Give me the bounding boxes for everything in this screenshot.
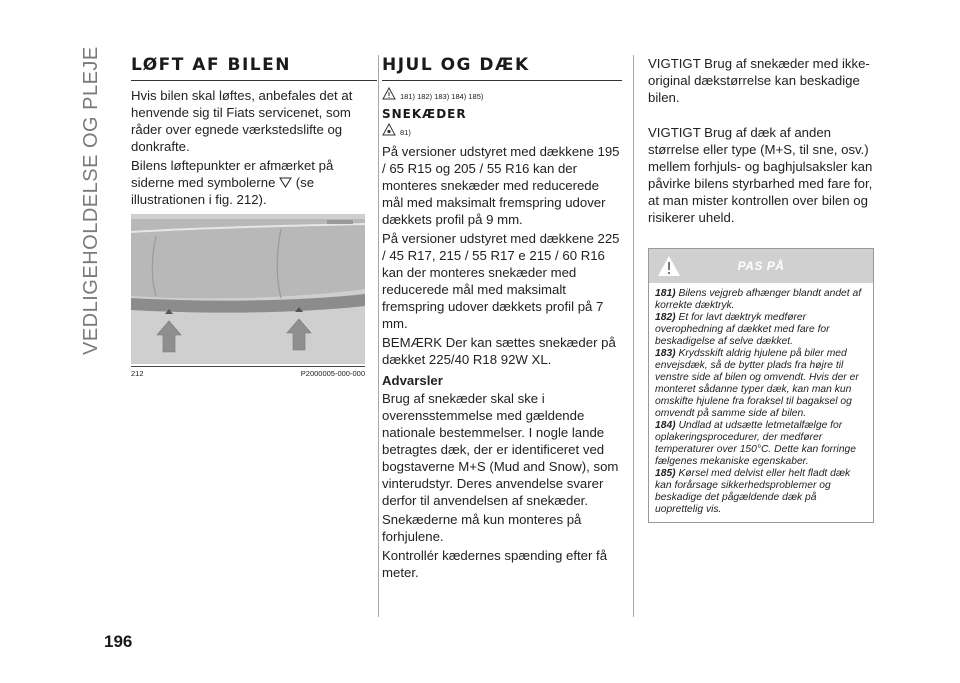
warning-ref: 181)	[655, 288, 679, 299]
section-heading-wheels: HJUL OG DÆK	[382, 55, 622, 81]
lift-para-1: Hvis bilen skal løftes, anbefales det at henvende sig til Fiats servicenet, som råder over egnede værkstedslifte og donkrafte.	[131, 88, 353, 154]
chains-para-4: Brug af snekæder skal ske i overensstemmelse med gældende nationale bestemmelser. I nogle lande betragtes dæk, der er identificeret ved bogstaverne M+S (Mud and Snow), som vinterudstyr. Deres anvendelse svarer derfor til anvendelsen af snekæder.	[382, 391, 619, 508]
warning-text: Et for lavt dæktryk medfører overophedning af dækket med fare for beskadigelse af selve dækket.	[655, 312, 830, 347]
warning-item	[655, 420, 867, 468]
warning-box-title: PAS PÅ	[737, 259, 785, 273]
figure-212	[131, 214, 365, 378]
snow-chains-ref: 81)	[382, 123, 622, 137]
warning-refs: 181) 182) 183) 184) 185)	[382, 87, 622, 101]
figure-caption	[131, 366, 365, 378]
warning-ref: 183)	[655, 348, 679, 359]
chains-para-3: BEMÆRK Der kan sættes snekæder på dækket 225/40 R18 92W XL.	[382, 335, 616, 367]
chains-para-5: Snekæderne må kun monteres på forhjulene.	[382, 512, 582, 544]
column-divider	[633, 55, 634, 617]
page-number: 196	[104, 632, 133, 651]
column-lift	[131, 55, 377, 378]
warning-box	[648, 248, 874, 523]
warning-box-body	[649, 283, 873, 522]
warning-item	[655, 468, 867, 516]
warning-ref: 182)	[655, 312, 679, 323]
warning-item	[655, 348, 867, 420]
lift-text	[131, 87, 377, 208]
warning-text: Bilens vejgreb afhænger blandt andet af korrekte dæktryk.	[655, 288, 862, 311]
warning-text: Krydsskift aldrig hjulene på biler med envejsdæk, så de bytter plads fra højre til venstre side af bilen og omvendt. Hvis der er monteret sådanne typer dæk, kan man kun omskifte hjulene fra foraksel til bagaksel og omvendt på samme side af bilen.	[655, 348, 859, 419]
warning-text: Kørsel med delvist eller helt fladt dæk kan forårsage sikkerhedsproblemer og beskadige det pågældende dæk på uoprettelig vis.	[655, 468, 851, 515]
warning-triangle-icon	[382, 87, 396, 101]
chains-para-1: På versioner udstyret med dækkene 195 / 65 R15 og 205 / 55 R16 kan der monteres snekæder med reducerede mål med maksimalt fremspring udover dækkets profil på 9 mm.	[382, 144, 620, 227]
column-divider	[378, 55, 379, 617]
lift-point-triangle-icon	[279, 177, 292, 188]
warning-box-header	[649, 249, 873, 283]
important-para-2: VIGTIGT Brug af dæk af anden størrelse eller type (M+S, til sne, osv.) mellem forhjuls- og baghjulsaksler kan påvirke bilens styrbarhed med fare for, at man mister kontrollen over bilen og risikerer uheld.	[648, 125, 873, 225]
column-wheels	[382, 55, 622, 583]
figure-number: 212	[131, 369, 144, 378]
important-text	[648, 55, 878, 226]
sub-heading-snow-chains: SNEKÆDER	[382, 107, 467, 121]
advarsler-heading: Advarsler	[382, 373, 443, 388]
figure-code: P2000005-000-000	[300, 369, 365, 378]
car-side-illustration	[131, 214, 365, 364]
section-heading-lift: LØFT AF BILEN	[131, 55, 377, 81]
warning-item	[655, 312, 867, 348]
warning-text: Undlad at udsætte letmetalfælge for oplakeringsprocedurer, der medfører temperaturer over 150°C. Dette kan forringe fælgenes mekaniske egenskaber.	[655, 420, 857, 467]
important-para-1: VIGTIGT Brug af snekæder med ikke-original dækstørrelse kan beskadige bilen.	[648, 56, 870, 105]
chains-para-2: På versioner udstyret med dækkene 225 / 45 R17, 215 / 55 R17 e 215 / 60 R16 kan der monteres snekæder med reducerede mål med maksimalt fremspring udover dækkets profil på 7 mm.	[382, 231, 620, 331]
warning-ref: 184)	[655, 420, 679, 431]
chains-para-6: Kontrollér kædernes spænding efter få meter.	[382, 548, 608, 580]
warning-item	[655, 288, 867, 312]
column-important	[648, 55, 878, 523]
side-title-text: VEDLIGEHOLDELSE OG PLEJE	[80, 46, 102, 355]
snow-chains-text	[382, 143, 622, 581]
car-lift-points-image	[131, 214, 365, 364]
attention-icon	[382, 123, 396, 137]
warning-ref: 185)	[655, 468, 679, 479]
lift-para-2: Bilens løftepunkter er afmærket på siderne med symbolerne (se illustrationen i fig. 212).	[131, 158, 334, 207]
